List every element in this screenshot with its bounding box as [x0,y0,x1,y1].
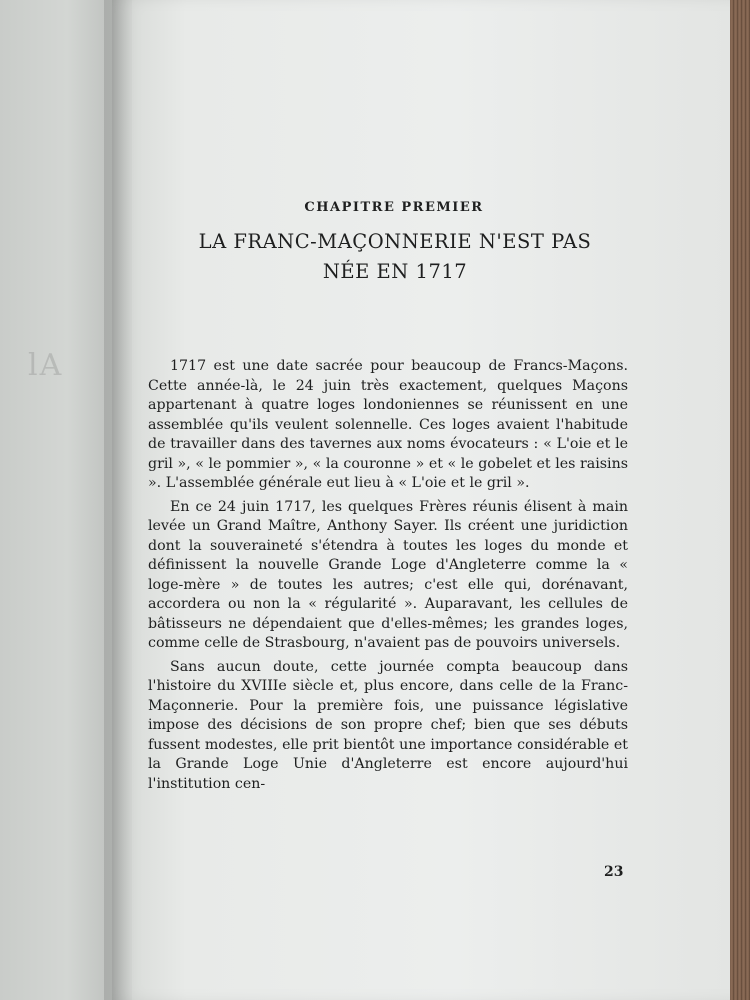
page-text-block [148,200,628,798]
paragraph: En ce 24 juin 1717, les quelques Frères réunis élisent à main levée un Grand Maître, Anthony Sayer. Ils créent une juridiction dont la souveraineté s'étendra à toutes les loges du monde et définissent la nouvelle Grande Loge d'Angleterre comme la « loge-mère » de toutes les autres; c'est elle qui, dorénavant, accordera ou non la « régularité ». Auparavant, les cellules de bâtisseurs ne dépendaient que d'elles-mêmes; les grandes loges, comme celle de Strasbourg, n'avaient pas de pouvoirs universels. [148,498,628,651]
chapter-title [162,227,628,287]
page-edge [730,0,750,1000]
left-page-showthrough: lA [28,348,64,383]
paragraph: 1717 est une date sacrée pour beaucoup de Francs-Maçons. Cette année-là, le 24 juin très exactement, quelques Maçons appartenant à quatre loges londoniennes se réunissent en une assemblée qu'ils veulent solennelle. Ces loges avaient l'habitude de travailler dans des tavernes aux noms évocateurs : « L'oie et le gril », « le pommier », « la couronne » et « le gobelet et les raisins ». L'assemblée générale eut lieu à « L'oie et le gril ». [148,358,628,491]
book-gutter [104,0,132,1000]
left-page [0,0,112,1000]
paragraph: Sans aucun doute, cette journée compta beaucoup dans l'histoire du XVIIIe siècle et, plus encore, dans celle de la Franc-Maçonnerie. Pour la première fois, une puissance législative impose des décisions de son propre chef; bien que ses débuts fussent modestes, elle prit bientôt une importance considérable et la Grande Loge Unie d'Angleterre est encore aujourd'hui l'institution cen- [148,658,628,792]
chapter-title-line-2: NÉE EN 1717 [322,260,468,283]
body-text [148,357,628,794]
chapter-label: CHAPITRE PREMIER [304,200,484,215]
chapter-title-line-1: LA FRANC-MAÇONNERIE N'EST PAS [198,230,592,253]
page-number: 23 [604,864,624,880]
